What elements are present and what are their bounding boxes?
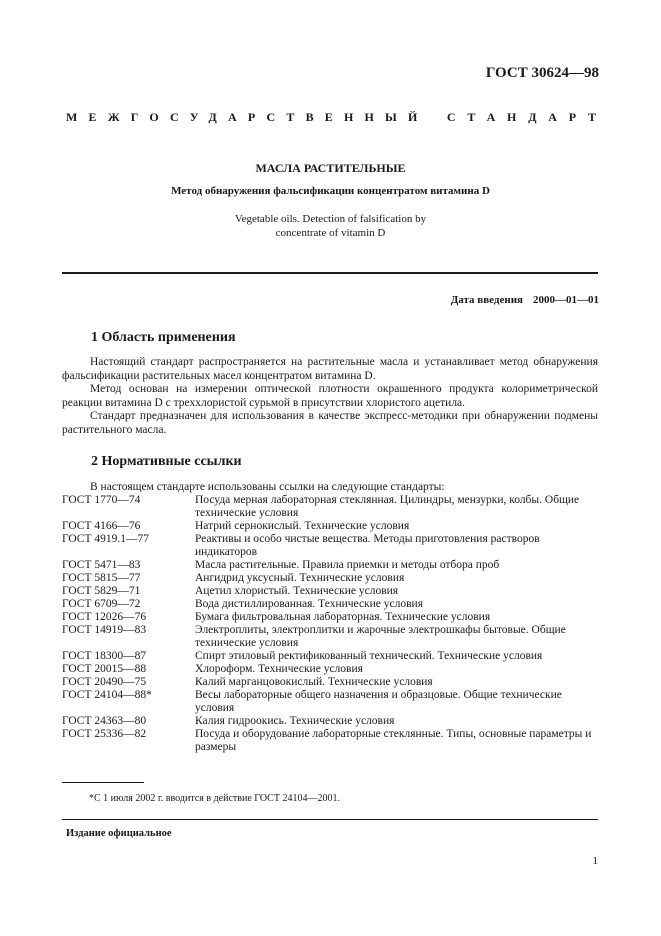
references-lead: В настоящем стандарте использованы ссылки на следующие стандарты: (90, 481, 445, 493)
reference-row (62, 572, 598, 585)
reference-title: Калия гидроокись. Технические условия (195, 715, 395, 727)
introduction-date-label: Дата введения (450, 294, 523, 306)
document-title: МАСЛА РАСТИТЕЛЬНЫЕ (255, 161, 406, 175)
english-title-line: Vegetable oils. Detection of falsification by (234, 213, 427, 225)
introduction-date (451, 294, 599, 306)
reference-title: Посуда мерная лабораторная стеклянная. Цилиндры, мензурки, колбы. Общие технические условия (195, 494, 580, 519)
reference-code: ГОСТ 6709—72 (62, 598, 141, 610)
document-number: ГОСТ 30624—98 (485, 65, 599, 81)
reference-code: ГОСТ 14919—83 (62, 624, 147, 636)
scope-paragraphs (62, 356, 598, 437)
reference-title: Электроплиты, электроплитки и жарочные электрошкафы бытовые. Общие технические условия (195, 624, 566, 649)
document-subtitle: Метод обнаружения фальсификации концентратом витамина D (171, 185, 490, 197)
reference-title: Вода дистиллированная. Технические условия (195, 598, 423, 610)
reference-code: ГОСТ 20490—75 (62, 676, 147, 688)
section-heading-references: 2 Нормативные ссылки (91, 454, 242, 469)
reference-row (62, 598, 598, 611)
paragraph: Метод основан на измерении оптической плотности окрашенного продукта колориметрической реакции витамина D с треххлористой сурьмой в присутствии хлористого ацетила. (62, 383, 598, 409)
edition-label: Издание официальное (66, 828, 172, 839)
reference-title: Посуда и оборудование лабораторные стеклянные. Типы, основные параметры и размеры (195, 728, 592, 753)
reference-row (62, 676, 598, 689)
footnote: *С 1 июля 2002 г. вводится в действие ГОСТ 24104—2001. (89, 793, 340, 804)
section-heading-scope: 1 Область применения (91, 330, 236, 345)
reference-code: ГОСТ 5829—71 (62, 585, 141, 597)
reference-row (62, 650, 598, 663)
reference-code: ГОСТ 5815—77 (62, 572, 141, 584)
interstate-word: МЕЖГОСУДАРСТВЕННЫЙ (66, 110, 429, 124)
introduction-date-value: 2000—01—01 (533, 294, 599, 306)
references-list (62, 494, 598, 754)
reference-title: Ангидрид уксусный. Технические условия (195, 572, 405, 584)
reference-code: ГОСТ 5471—83 (62, 559, 141, 571)
reference-row (62, 624, 598, 650)
reference-row (62, 689, 598, 715)
paragraph: Настоящий стандарт распространяется на растительные масла и устанавливает метод обнаружения фальсификации растительных масел концентратом витамина D. (62, 356, 598, 382)
reference-row (62, 585, 598, 598)
reference-row (62, 494, 598, 520)
footnote-divider (62, 782, 144, 783)
header-divider (62, 272, 598, 274)
footer-divider (62, 819, 598, 820)
page-number: 1 (592, 855, 598, 867)
reference-title: Хлороформ. Технические условия (195, 663, 363, 675)
reference-title: Калий марганцовокислый. Технические условия (195, 676, 433, 688)
reference-row (62, 520, 598, 533)
paragraph: Стандарт предназначен для использования в качестве экспресс-методики при обнаружении подмены растительного масла. (62, 410, 598, 436)
reference-row (62, 663, 598, 676)
reference-row (62, 611, 598, 624)
reference-code: ГОСТ 12026—76 (62, 611, 147, 623)
reference-code: ГОСТ 24104—88* (62, 689, 152, 701)
reference-title: Спирт этиловый ректификованный технический. Технические условия (195, 650, 543, 662)
reference-code: ГОСТ 18300—87 (62, 650, 147, 662)
reference-code: ГОСТ 20015—88 (62, 663, 147, 675)
reference-row (62, 559, 598, 572)
reference-code: ГОСТ 1770—74 (62, 494, 141, 506)
reference-code: ГОСТ 25336—82 (62, 728, 147, 740)
standard-word: СТАНДАРТ (446, 110, 608, 124)
reference-row (62, 715, 598, 728)
interstate-standard-banner (66, 110, 608, 125)
reference-title: Ацетил хлористый. Технические условия (195, 585, 399, 597)
reference-row (62, 533, 598, 559)
reference-code: ГОСТ 4166—76 (62, 520, 141, 532)
reference-title: Масла растительные. Правила приемки и методы отбора проб (195, 559, 500, 571)
reference-title: Бумага фильтровальная лабораторная. Технические условия (195, 611, 491, 623)
reference-code: ГОСТ 24363—80 (62, 715, 147, 727)
reference-title: Реактивы и особо чистые вещества. Методы приготовления растворов индикаторов (195, 533, 540, 558)
english-title (0, 212, 661, 240)
reference-title: Натрий сернокислый. Технические условия (195, 520, 410, 532)
english-title-line: concentrate of vitamin D (275, 227, 386, 239)
reference-code: ГОСТ 4919.1—77 (62, 533, 150, 545)
reference-row (62, 728, 598, 754)
reference-title: Весы лабораторные общего назначения и образцовые. Общие технические условия (195, 689, 562, 714)
